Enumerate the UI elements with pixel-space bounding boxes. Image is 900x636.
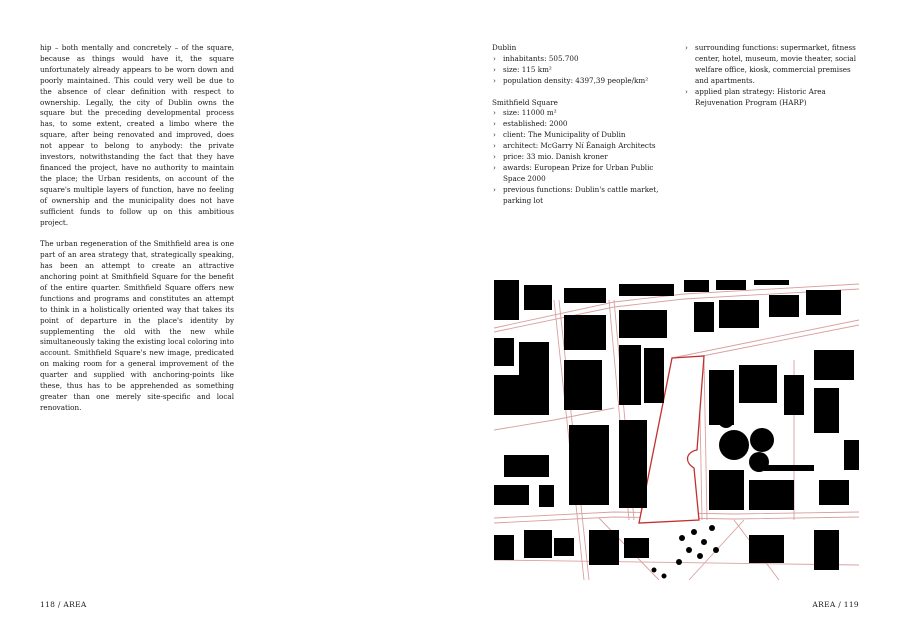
fact-item: › surrounding functions: supermarket, fitness center, hotel, museum, movie theater, social welfare office, kiosk, commercial premises and apartments.	[684, 43, 864, 87]
fact-item: › awards: European Prize for Urban Public Space 2000	[492, 163, 664, 185]
body-paragraph-1: hip – both mentally and concretely – of the square, because as things would have it, the square unfortunately already appears to be worn down and poorly maintained. This could very well be due to the absence of clear definition with respect to ownership. Legally, the city of Dublin owns the square but the preceding developmental process has, to some extent, created a limbo where the square, after being renovated and improved, does not appear to belong to anybody: the private investors, notwithstanding the fact that they have financed the project, have no authority to maintain the place; the Urban residents, on account of the square's multiple layers of function, have no feeling of ownership and the municipality does not have sufficient funds to follow up on this ambitious project.	[40, 43, 234, 227]
body-paragraph-2: The urban regeneration of the Smithfield area is one part of an area strategy that, strategically speaking, has been an attempt to create an attractive anchoring point at Smithfield Square for the benefit of the entire quarter. Smithfield Square offers new functions and programs and constitutes an attempt to think in a holistically oriented way that takes its point of departure in the place's identity by supplementing the old with the new while simultaneously taking the existing local coloring into account. Smithfield Square's new image, predicated on making room for a general improvement of the quarter and supplied with anchoring-points like these, thus has to be apprehended as something greater than one merely site-specific and local renovation.	[40, 239, 234, 412]
fact-item: › previous functions: Dublin's cattle market, parking lot	[492, 185, 664, 207]
fact-item: › inhabitants: 505.700	[492, 54, 664, 65]
fact-item: › size: 115 km²	[492, 65, 664, 76]
facts-column-right	[684, 43, 864, 119]
left-text-column	[40, 43, 234, 425]
fact-item: › established: 2000	[492, 119, 664, 130]
page-number-left: 118 / AREA	[40, 600, 87, 609]
fact-item: › client: The Municipality of Dublin	[492, 130, 664, 141]
fact-item: › architect: McGarry Ní Éanaigh Architects	[492, 141, 664, 152]
fact-item: › price: 33 mio. Danish kroner	[492, 152, 664, 163]
tree-dots	[652, 525, 720, 579]
dublin-facts-list	[492, 54, 664, 87]
fact-item: › size: 11000 m²	[492, 108, 664, 119]
smithfield-facts-list-continued	[684, 43, 864, 108]
fact-item: › applied plan strategy: Historic Area Rejuvenation Program (HARP)	[684, 87, 864, 109]
page-number-right: AREA / 119	[812, 600, 859, 609]
fact-item: › population density: 4397,39 people/km²	[492, 76, 664, 87]
facts-column-middle	[492, 43, 664, 217]
figure-ground-map	[494, 280, 859, 585]
smithfield-heading: Smithfield Square	[492, 97, 558, 107]
dublin-heading: Dublin	[492, 43, 517, 52]
smithfield-facts-list	[492, 108, 664, 206]
